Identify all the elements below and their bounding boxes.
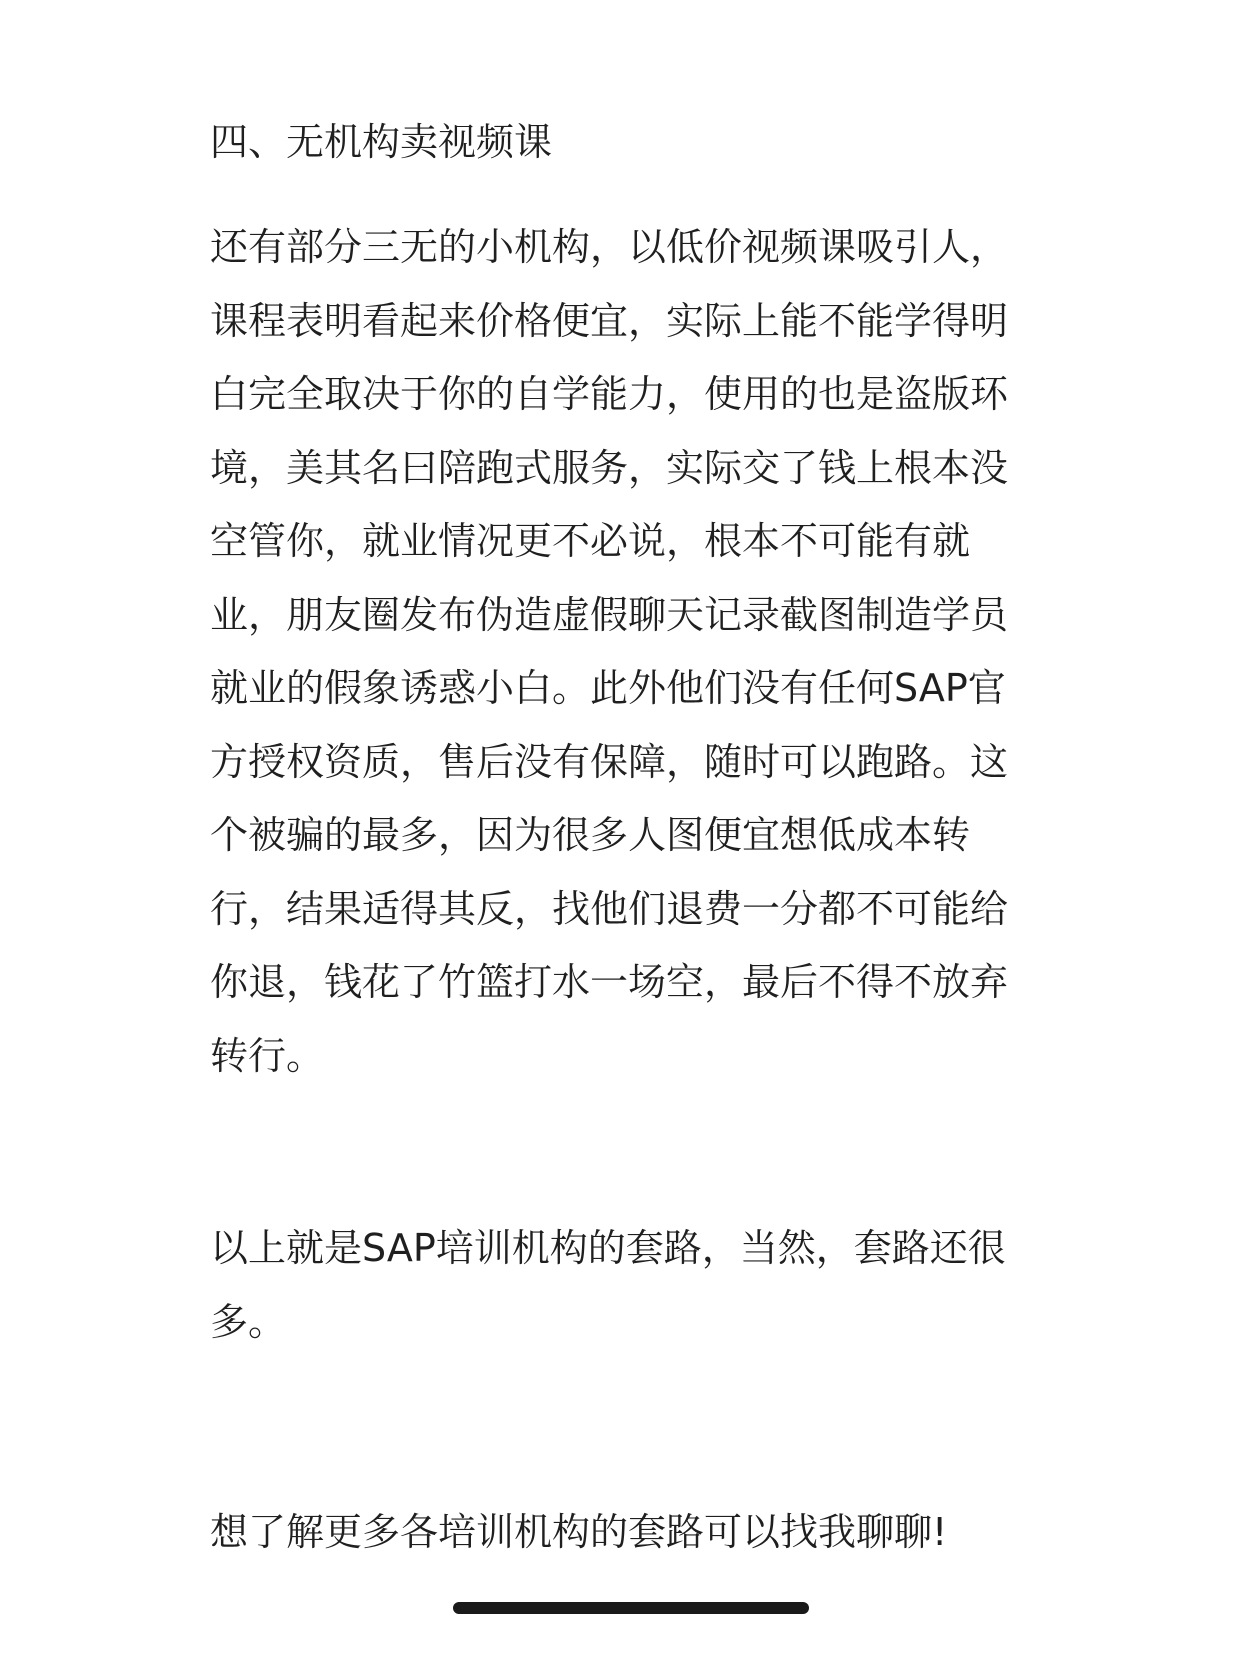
paragraph-call-to-action	[210, 1496, 947, 1570]
text-line: 行，结果适得其反，找他们退费一分都不可能给	[210, 886, 1009, 931]
text-line: 想了解更多各培训机构的套路可以找我聊聊!	[210, 1510, 948, 1554]
text-line: 白完全取决于你的自学能力，使用的也是盗版环	[210, 372, 1009, 416]
paragraph-video-course-warning	[210, 211, 1008, 1093]
text-line: 转行。	[210, 1033, 325, 1078]
text-line: 多。	[210, 1299, 287, 1344]
text-line: 个被骗的最多，因为很多人图便宜想低成本转	[210, 813, 971, 857]
text-line: 以上就是SAP培训机构的套路，当然，套路还很	[210, 1226, 1006, 1270]
text-line: 还有部分三无的小机构，以低价视频课吸引人，	[210, 225, 1009, 269]
text-line: 课程表明看起来价格便宜，实际上能不能学得明	[210, 298, 1009, 343]
text-line: 境，美其名曰陪跑式服务，实际交了钱上根本没	[210, 445, 1009, 490]
text-line: 就业的假象诱惑小白。此外他们没有任何SAP官	[210, 666, 1006, 710]
text-line: 你退，钱花了竹篮打水一场空，最后不得不放弃	[210, 960, 1009, 1004]
text-line: 空管你，就业情况更不必说，根本不可能有就	[210, 519, 971, 563]
section-heading: 四、无机构卖视频课	[210, 120, 553, 164]
text-line: 业，朋友圈发布伪造虚假聊天记录截图制造学员	[210, 592, 1009, 637]
text-line: 方授权资质，售后没有保障，随时可以跑路。这	[210, 739, 1009, 784]
paragraph-summary	[210, 1212, 1006, 1359]
home-indicator-bar[interactable]	[453, 1602, 809, 1614]
